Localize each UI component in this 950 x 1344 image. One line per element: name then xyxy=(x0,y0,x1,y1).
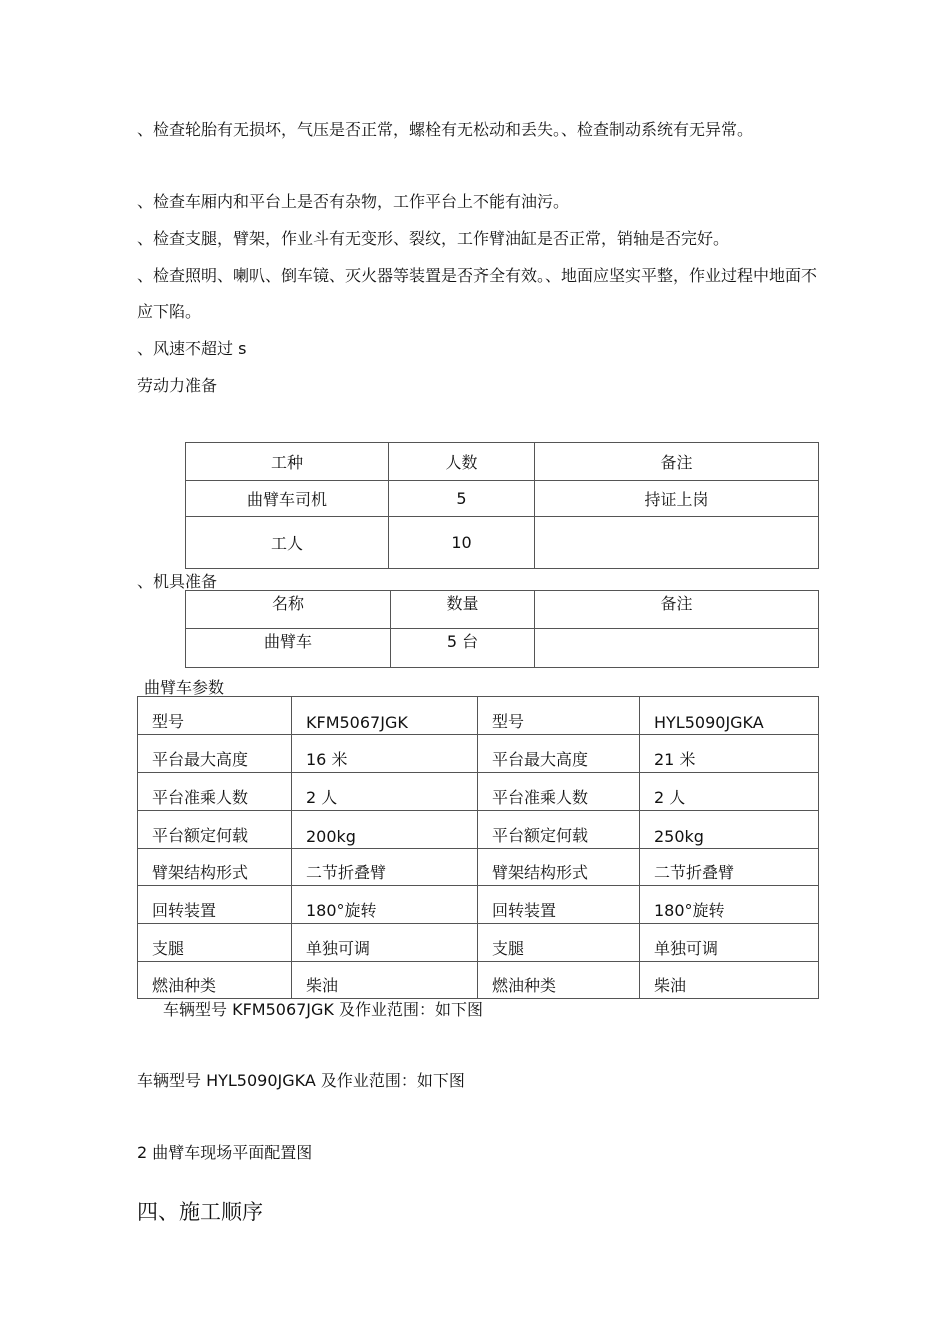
header-cell: 备注 xyxy=(535,591,819,629)
table-cell: 工人 xyxy=(186,517,389,569)
param-value: 16 米 xyxy=(292,735,478,773)
param-value: KFM5067JGK xyxy=(292,697,478,735)
table-row xyxy=(138,924,819,962)
param-value: 单独可调 xyxy=(292,924,478,962)
paragraph-lighting-ground-check: 、检查照明、喇叭、倒车镜、灭火器等装置是否齐全有效。、地面应坚实平整，作业过程中地面不应下陷。 xyxy=(137,266,818,321)
table-cell: 曲臂车 xyxy=(186,629,391,668)
param-value: 2 人 xyxy=(640,773,819,811)
range-caption-hyl: 车辆型号 HYL5090JGKA 及作业范围：如下图 xyxy=(137,1071,465,1090)
table-cell: 5 xyxy=(389,481,535,517)
table-cell xyxy=(535,517,819,569)
header-cell: 数量 xyxy=(391,591,535,629)
paragraph-wind-speed: 、风速不超过 s xyxy=(137,339,247,358)
table-cell: 持证上岗 xyxy=(535,481,819,517)
param-value: 二节折叠臂 xyxy=(640,849,819,886)
paragraph-boom-check: 、检查支腿，臂架，作业斗有无变形、裂纹，工作臂油缸是否正常，销轴是否完好。 xyxy=(137,229,730,248)
param-value: HYL5090JGKA xyxy=(640,697,819,735)
param-label: 臂架结构形式 xyxy=(478,849,640,886)
param-value: 二节折叠臂 xyxy=(292,849,478,886)
machine-table xyxy=(185,590,819,668)
param-label: 燃油种类 xyxy=(478,962,640,999)
param-value: 柴油 xyxy=(292,962,478,999)
table-cell: 10 xyxy=(389,517,535,569)
machine-section-title: 、机具准备 xyxy=(137,572,218,591)
header-cell: 备注 xyxy=(535,443,819,481)
table-row xyxy=(138,773,819,811)
table-row xyxy=(186,517,819,569)
param-label: 型号 xyxy=(138,697,292,735)
header-cell: 工种 xyxy=(186,443,389,481)
param-label: 平台准乘人数 xyxy=(478,773,640,811)
table-header-row xyxy=(186,591,819,629)
param-label: 回转装置 xyxy=(478,886,640,924)
param-label: 平台最大高度 xyxy=(478,735,640,773)
table-cell: 曲臂车司机 xyxy=(186,481,389,517)
table-row xyxy=(138,811,819,849)
layout-caption: 2 曲臂车现场平面配置图 xyxy=(137,1143,313,1162)
table-row xyxy=(138,849,819,886)
param-label: 平台额定何载 xyxy=(478,811,640,849)
header-cell: 名称 xyxy=(186,591,391,629)
param-label: 支腿 xyxy=(478,924,640,962)
table-row xyxy=(138,735,819,773)
paragraph-tire-brake-check: 、检查轮胎有无损坏，气压是否正常，螺栓有无松动和丢失。、检查制动系统有无异常。 xyxy=(137,120,754,139)
table-row xyxy=(138,886,819,924)
table-row xyxy=(138,697,819,735)
param-label: 燃油种类 xyxy=(138,962,292,999)
labor-section-title: 劳动力准备 xyxy=(137,376,218,395)
section-heading: 四、施工顺序 xyxy=(137,1200,263,1224)
table-row xyxy=(186,481,819,517)
param-label: 平台额定何载 xyxy=(138,811,292,849)
vehicle-params-table xyxy=(137,696,819,999)
table-row xyxy=(186,629,819,668)
param-label: 型号 xyxy=(478,697,640,735)
paragraph-platform-check: 、检查车厢内和平台上是否有杂物，工作平台上不能有油污。 xyxy=(137,192,570,211)
header-cell: 人数 xyxy=(389,443,535,481)
param-value: 200kg xyxy=(292,811,478,849)
labor-table xyxy=(185,442,819,569)
param-value: 21 米 xyxy=(640,735,819,773)
param-value: 柴油 xyxy=(640,962,819,999)
param-label: 平台最大高度 xyxy=(138,735,292,773)
param-value: 2 人 xyxy=(292,773,478,811)
table-header-row xyxy=(186,443,819,481)
param-value: 250kg xyxy=(640,811,819,849)
param-label: 支腿 xyxy=(138,924,292,962)
param-label: 回转装置 xyxy=(138,886,292,924)
range-caption-kfm: 车辆型号 KFM5067JGK 及作业范围：如下图 xyxy=(163,1000,484,1019)
table-row xyxy=(138,962,819,999)
param-value: 单独可调 xyxy=(640,924,819,962)
param-label: 平台准乘人数 xyxy=(138,773,292,811)
param-value: 180°旋转 xyxy=(640,886,819,924)
param-value: 180°旋转 xyxy=(292,886,478,924)
table-cell xyxy=(535,629,819,668)
table-cell: 5 台 xyxy=(391,629,535,668)
param-label: 臂架结构形式 xyxy=(138,849,292,886)
params-section-title: 曲臂车参数 xyxy=(144,678,225,697)
